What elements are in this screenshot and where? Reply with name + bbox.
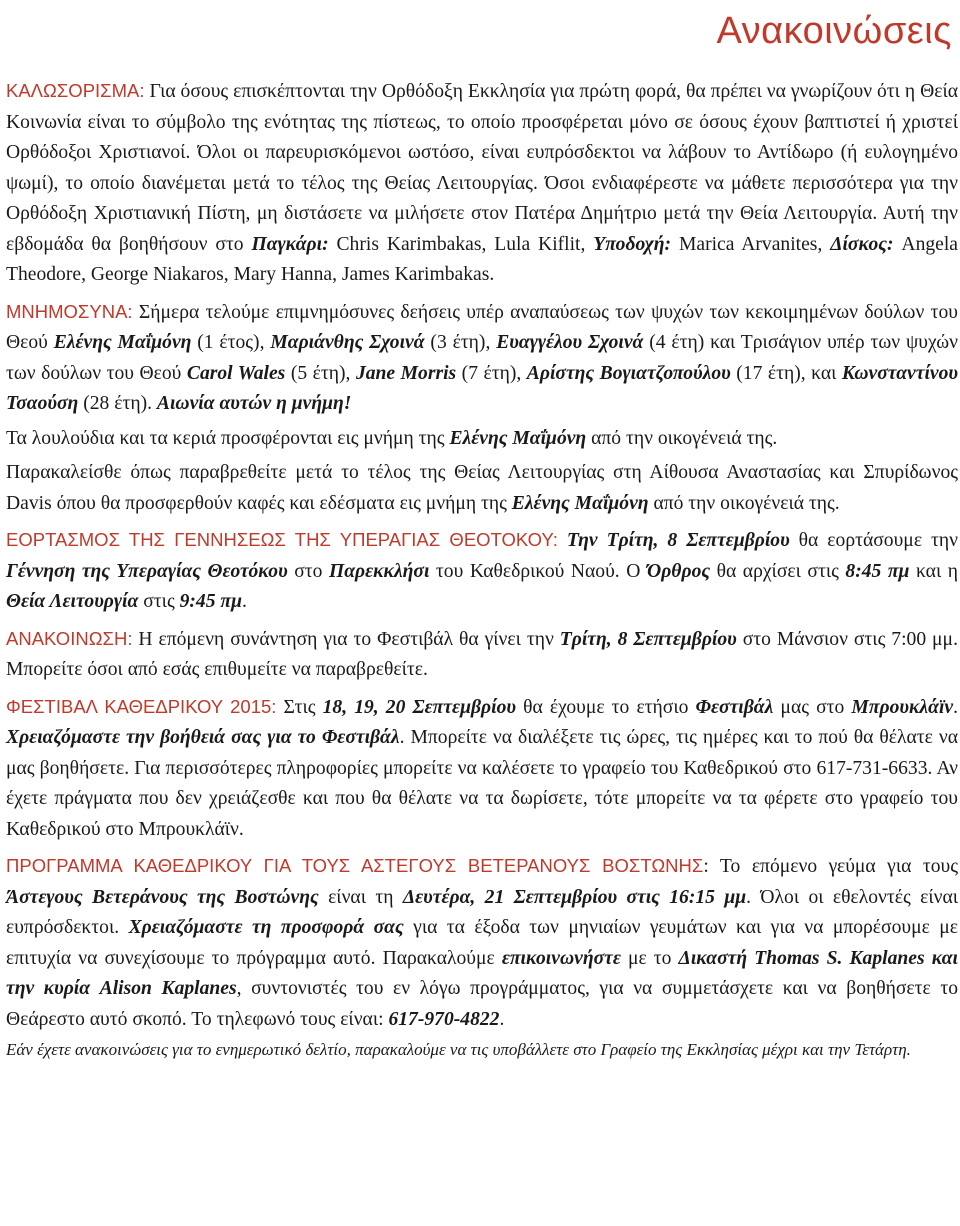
welcome-heading: ΚΑΛΩΣΟΡΙΣΜΑ: bbox=[6, 80, 145, 101]
coffee-paragraph: Παρακαλείσθε όπως παραβρεθείτε μετά το τέλος της Θείας Λειτουργίας στη Αίθουσα Αναστασίας και Σπυρίδωνος Davis όπου θα προσφερθούν καφές και εδέσματα εις μνήμη της Ελένης Μαΐμόνη από την οικογένειά της. bbox=[6, 462, 958, 514]
veterans-heading: ΠΡΟΓΡΑΜΜΑ ΚΑΘΕΔΡΙΚΟΥ ΓΙΑ ΤΟΥΣ ΑΣΤΕΓΟΥΣ ΒΕΤΕΡΑΝΟΥΣ ΒΟΣΤΩΝΗΣ bbox=[6, 855, 704, 876]
feast-paragraph: ΕΟΡΤΑΣΜΟΣ ΤΗΣ ΓΕΝΝΗΣΕΩΣ ΤΗΣ ΥΠΕΡΑΓΙΑΣ ΘΕΟΤΟΚΟΥ: Την Τρίτη, 8 Σεπτεμβρίου θα εορτάσουμε την Γέννηση της Υπεραγίας Θεοτόκου στο Παρεκκλήσι του Καθεδρικού Ναού. Ο Όρθρος θα αρχίσει στις 8:45 πμ και η Θεία Λειτουργία στις 9:45 πμ. bbox=[6, 529, 959, 612]
footer-note: Εάν έχετε ανακοινώσεις για το ενημερωτικό δελτίο, παρακαλούμε να τις υποβάλλετε στο Γραφείο της Εκκλησίας μέχρι και την Τετάρτη. bbox=[6, 1040, 911, 1059]
memorials-heading: ΜΝΗΜΟΣΥΝΑ: bbox=[6, 300, 133, 322]
memorials-paragraph: ΜΝΗΜΟΣΥΝΑ: Σήμερα τελούμε επιμνημόσυνες δεήσεις υπέρ αναπαύσεως των ψυχών των κεκοιμημένων δούλων του Θεού Ελένης Μαΐμόνη (1 έτος), Μαριάνθης Σχοινά (3 έτη), Ευαγγέλου Σχοινά (4 έτη) και Τρισάγιον υπέρ των ψυχών των δούλων του Θεού Carol Wales (5 έτη), Jane Morris (7 έτη), Αρίστης Βογιατζοπούλου (17 έτη), και Κωνσταντίνου Τσαούση (28 έτη). Αιωνία αυτών η μνήμη! bbox=[6, 300, 958, 414]
welcome-paragraph: ΚΑΛΩΣΟΡΙΣΜΑ: Για όσους επισκέπτονται την Ορθόδοξη Εκκλησία για πρώτη φορά, θα πρέπει να γνωρίζουν ότι η Θεία Κοινωνία είναι το σύμβολο της ενότητας της πίστεως, το οποίο προσφέρεται μόνο σε όσους έχουν βαπτιστεί ή χριστεί Ορθόδοξοι Χριστιανοί. Όλοι οι παρευρισκόμενοι ωστόσο, είναι ευπρόσδεκτοι να λάβουν το Αντίδωρο (ή ευλογημένο ψωμί), το οποίο διανέμεται μετά το τέλος της Θείας Λειτουργίας. Όσοι ενδιαφέρεστε να μάθετε περισσότερα για την Ορθόδοξη Χριστιανική Πίστη, μη διστάσετε να μιλήσετε στον Πατέρα Δημήτριο μετά την Θεία Λειτουργία. Αυτή την εβδομάδα θα βοηθήσουν στο Παγκάρι: Chris Karimbakas, Lula Kiflit, Υποδοχή: Marica Arvanites, Δίσκος: Angela Theodore, George Niakaros, Mary Hanna, James Karimbakas. bbox=[6, 80, 959, 285]
feast-heading: ΕΟΡΤΑΣΜΟΣ ΤΗΣ ΓΕΝΝΗΣΕΩΣ ΤΗΣ ΥΠΕΡΑΓΙΑΣ ΘΕΟΤΟΚΟΥ: bbox=[6, 529, 558, 550]
disc-label: Δίσκος: bbox=[830, 233, 894, 255]
flowers-paragraph: Τα λουλούδια και τα κεριά προσφέρονται εις μνήμη της Ελένης Μαΐμόνη από την οικογένειά της. bbox=[6, 427, 778, 449]
festival-paragraph: ΦΕΣΤΙΒΑΛ ΚΑΘΕΔΡΙΚΟΥ 2015: Στις 18, 19, 20 Σεπτεμβρίου θα έχουμε το ετήσιο Φεστιβάλ μας στο Μπρουκλάϊν. Χρειαζόμαστε την βοήθειά σας για το Φεστιβάλ. Μπορείτε να διαλέξετε τις ώρες, τις ημέρες και το πού θα θέλατε να μας βοηθήσετε. Για περισσότερες πληροφορίες μπορείτε να καλέσετε το γραφείο του Καθεδρικού στο 617-731-6633. Αν έχετε πράγματα που δεν χρειάζεσθε και που θα θέλατε να τα δωρίσετε, τότε μπορείτε να τα φέρετε στο γραφείο του Καθεδρικού στο Μπρουκλάϊν. bbox=[6, 695, 958, 840]
veterans-paragraph: ΠΡΟΓΡΑΜΜΑ ΚΑΘΕΔΡΙΚΟΥ ΓΙΑ ΤΟΥΣ ΑΣΤΕΓΟΥΣ ΒΕΤΕΡΑΝΟΥΣ ΒΟΣΤΩΝΗΣ: Το επόμενο γεύμα για τους Άστεγους Βετεράνους της Βοστώνης είναι τη Δευτέρα, 21 Σεπτεμβρίου στις 16:15 μμ. Όλοι οι εθελοντές είναι ευπρόσδεκτοι. Χρειαζόμαστε τη προσφορά σας για τα έξοδα των μηνιαίων γευμάτων και για να μπορέσουμε με επιτυχία να συνεχίσουμε το πρόγραμμα αυτό. Παρακαλούμε επικοινωνήστε με το Δικαστή Thomas S. Kaplanes και την κυρία Alison Kaplanes, συντονιστές του εν λόγω προγράμματος, για να συμμετάσχετε και να βοηθήσετε το Θεάρεστο αυτό σκοπό. Το τηλεφωνό τους είναι: 617-970-4822. bbox=[6, 855, 959, 1030]
reception-label: Υποδοχή: bbox=[593, 233, 672, 255]
announcement-heading: ΑΝΑΚΟΙΝΩΣΗ: bbox=[6, 627, 133, 649]
bulletin-body bbox=[6, 76, 958, 1062]
tray-label: Παγκάρι: bbox=[251, 233, 329, 255]
page-title: Ανακοινώσεις bbox=[716, 10, 952, 52]
announcement-paragraph: ΑΝΑΚΟΙΝΩΣΗ: Η επόμενη συνάντηση για το Φεστιβάλ θα γίνει την Τρίτη, 8 Σεπτεμβρίου στο Μάνσιον στις 7:00 μμ. Μπορείτε όσοι από εσάς επιθυμείτε να παραβρεθείτε. bbox=[6, 627, 958, 680]
festival-heading: ΦΕΣΤΙΒΑΛ ΚΑΘΕΔΡΙΚΟΥ 2015: bbox=[6, 695, 277, 717]
